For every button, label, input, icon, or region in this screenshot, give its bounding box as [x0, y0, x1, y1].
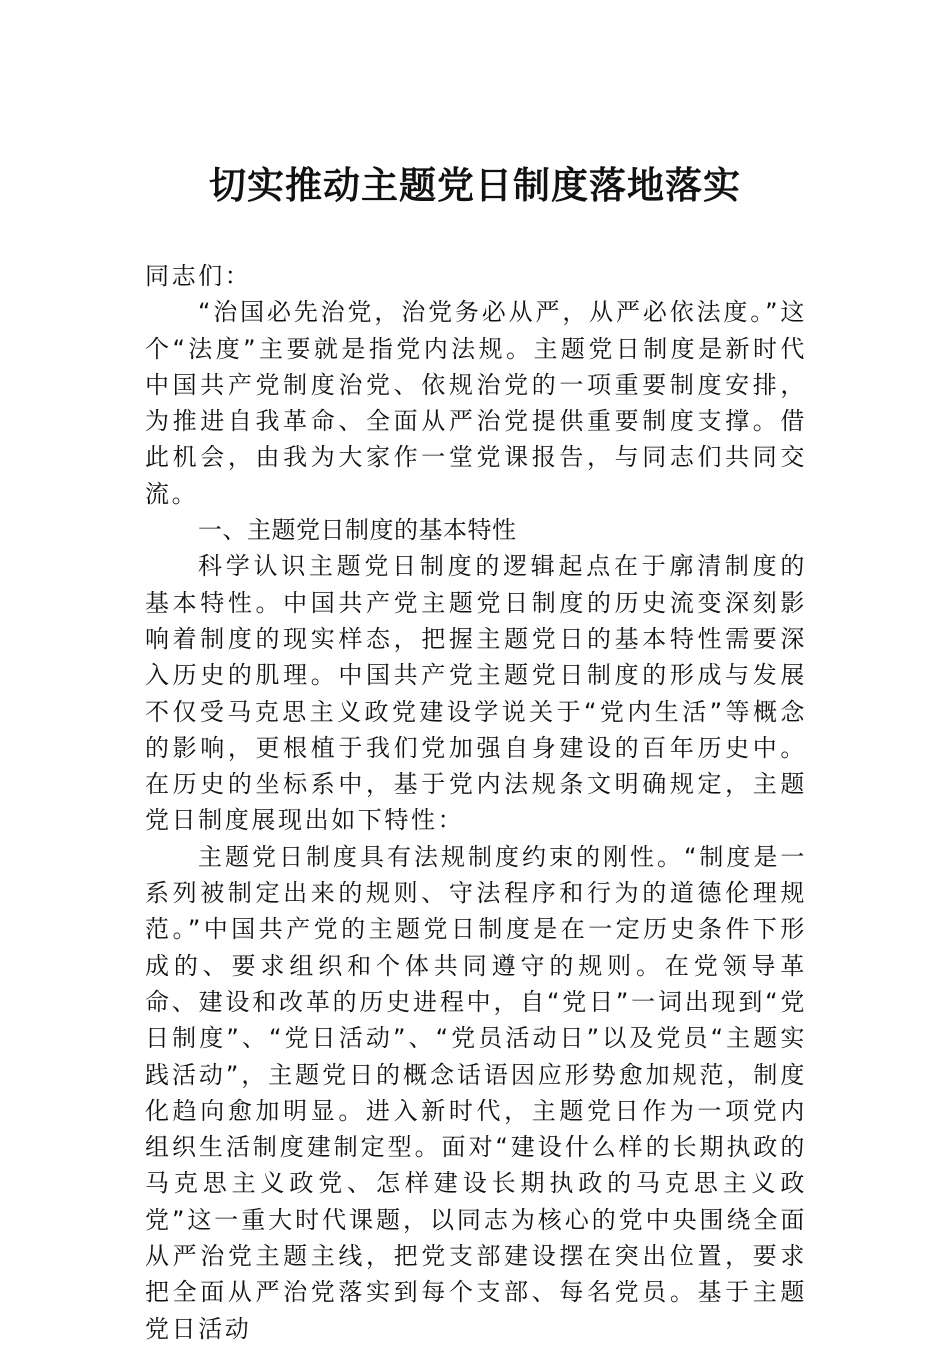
section-heading: 一、主题党日制度的基本特性 — [198, 516, 517, 545]
intro-paragraph: “治国必先治党，治党务必从严，从严必依法度。”这个“法度”主要就是指党内法规。主题党日制度是新时代中国共产党制度治党、依规治党的一项重要制度安排，为推进自我革命、全面从严治党提供重要制度支撑。借此机会，由我为大家作一堂党课报告，与同志们共同交流。 — [145, 298, 807, 508]
salutation: 同志们： — [145, 262, 252, 290]
section-paragraph-2: 主题党日制度具有法规制度约束的刚性。“制度是一系列被制定出来的规则、守法程序和行为的道德伦理规范。”中国共产党的主题党日制度是在一定历史条件下形成的、要求组织和个体共同遵守的规则。在党领导革命、建设和改革的历史进程中，自“党日”一词出现到“党日制度”、“党日活动”、“党员活动日”以及党员“主题实践活动”，主题党日的概念话语因应形势愈加规范，制度化趋向愈加明显。进入新时代，主题党日作为一项党内组织生活制度建制定型。面对“建设什么样的长期执政的马克思主义政党、怎样建设长期执政的马克思主义政党”这一重大时代课题，以同志为核心的党中央围绕全面从严治党主题主线，把党支部建设摆在突出位置，要求把全面从严治党落实到每个支部、每名党员。基于主题党日活动 — [145, 842, 807, 1343]
section-paragraph-1: 科学认识主题党日制度的逻辑起点在于廓清制度的基本特性。中国共产党主题党日制度的历史流变深刻影响着制度的现实样态，把握主题党日的基本特性需要深入历史的肌理。中国共产党主题党日制度的形成与发展不仅受马克思主义政党建设学说关于“党内生活”等概念的影响，更根植于我们党加强自身建设的百年历史中。在历史的坐标系中，基于党内法规条文明确规定，主题党日制度展现出如下特性： — [145, 552, 807, 835]
document-title: 切实推动主题党日制度落地落实 — [209, 163, 741, 207]
document-body — [145, 258, 807, 1347]
